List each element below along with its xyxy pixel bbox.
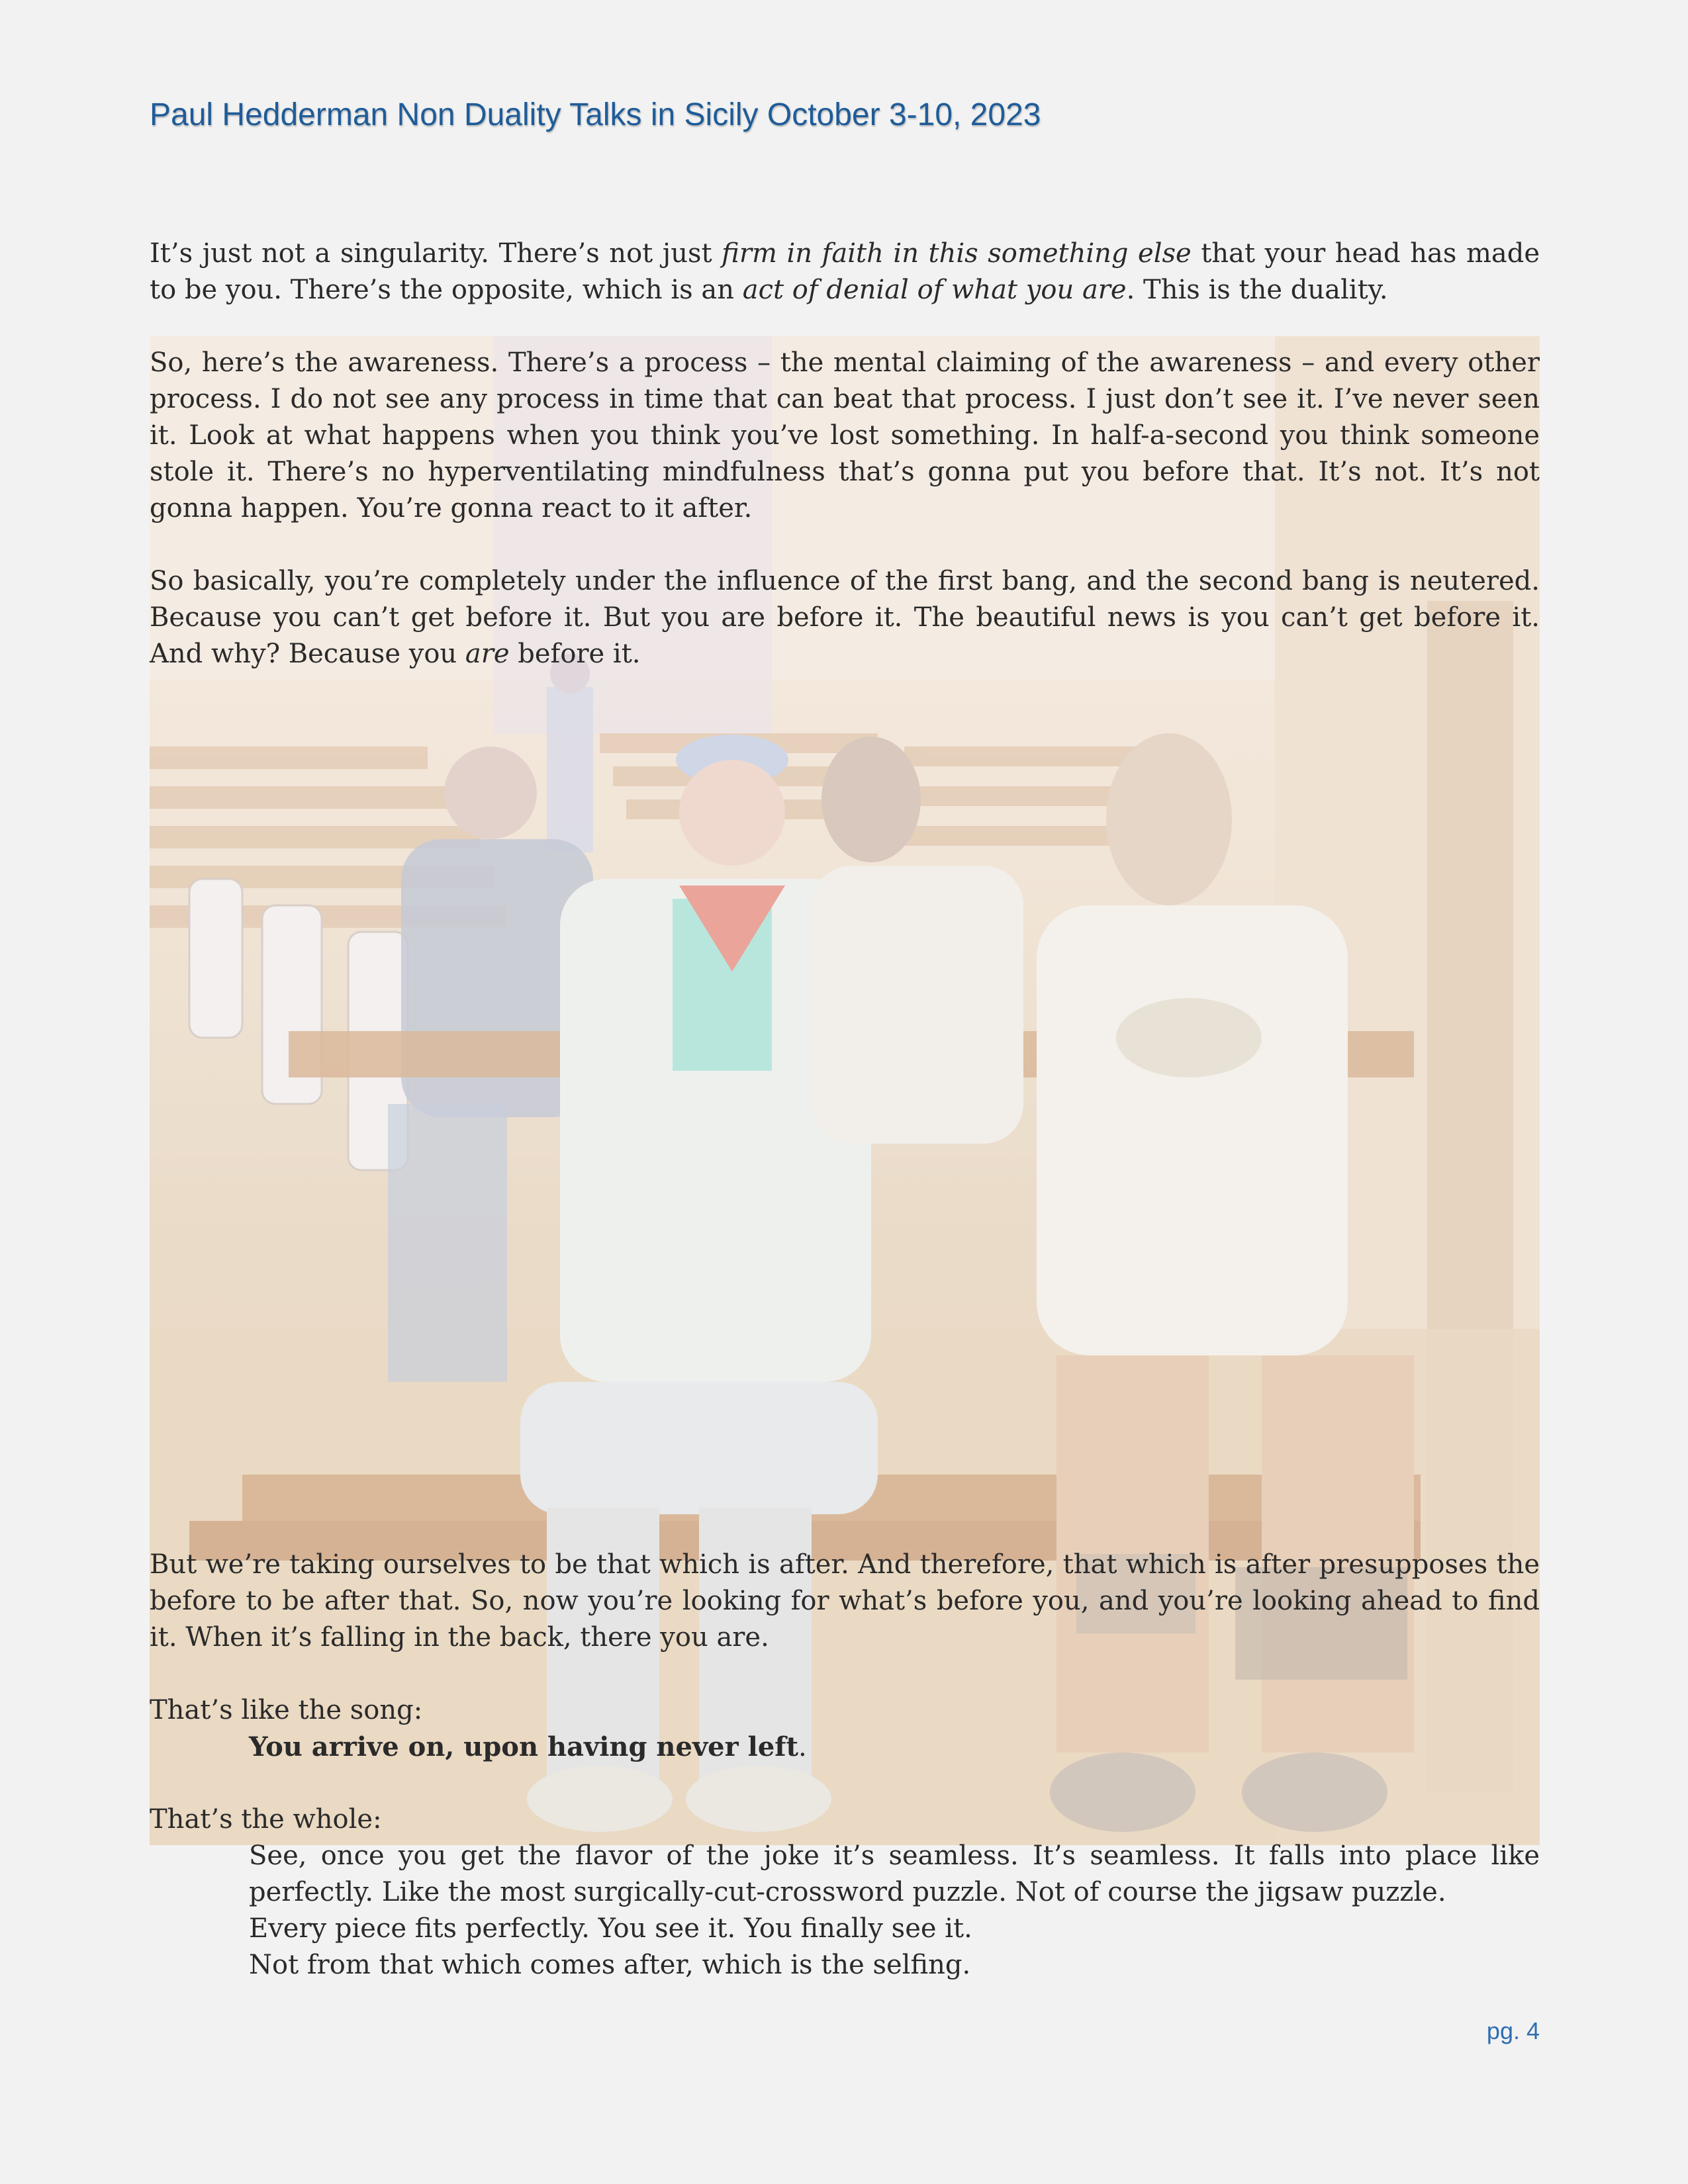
quote-block-lines-1: See, once you get the flavor of the joke it’s seamless. It’s seamless. It falls into place like perfectly. Like the most surgically-cut-crossword puzzle. Not of course the jigsaw puzzle. (249, 1841, 1540, 1907)
paragraph-song-intro (150, 1692, 1540, 1729)
p1-text-c: . This is the duality. (1126, 275, 1388, 305)
p3-text-a: So basically, you’re completely under the influence of the first bang, and the second bang is neutered. Because you can’t get before it. But you are before it. The beautiful news is you can’t get before it. And why? Because you (150, 566, 1540, 669)
paragraph-duality (150, 236, 1540, 308)
paragraph-awareness (150, 345, 1540, 527)
p1-text-b: that your head has made to be you. There’s the opposite, which is an (150, 238, 1540, 305)
paragraph-whole-intro (150, 1801, 1540, 1838)
page-number: pg. 4 (1486, 2017, 1540, 2044)
quote-block-line-2: Every piece fits perfectly. You see it. You finally see it. (249, 1913, 972, 1944)
p1-italic-a: firm in faith in this something else (722, 238, 1192, 269)
p3-text-b: before it. (509, 639, 641, 669)
p5-text: That’s like the song: (150, 1695, 423, 1725)
p2-text: So, here’s the awareness. There’s a process – the mental claiming of the awareness – and every other process. I do not see any process in time that can beat that process. I just don’t see it. I’ve never seen it. Look at what happens when you think you’ve lost something. In half-a-second you think someone stole it. There’s no hyperventilating mindfulness that’s gonna put you before that. It’s not. It’s not gonna happen. You’re gonna react to it after. (150, 347, 1540, 523)
p3-italic: are (465, 639, 510, 669)
p6-text: That’s the whole: (150, 1804, 382, 1835)
song-quote-bold: You arrive on, upon having never left (249, 1731, 798, 1762)
p1-italic-b: act of denial of what you are (742, 275, 1127, 305)
quote-block-line-3: Not from that which comes after, which is the selfing. (249, 1950, 971, 1980)
paragraph-first-bang (150, 563, 1540, 672)
song-quote (249, 1729, 1540, 1766)
document-header-title: Paul Hedderman Non Duality Talks in Sicily October 3-10, 2023 (150, 97, 1041, 132)
p4-text: But we’re taking ourselves to be that which is after. And therefore, that which is after presupposes the before to be after that. So, now you’re looking for what’s before you, and you’re looking ahead to find it. When it’s falling in the back, there you are. (150, 1549, 1540, 1653)
quote-block (249, 1838, 1540, 1983)
p1-text-a: It’s just not a singularity. There’s not just (150, 238, 722, 269)
song-quote-period: . (798, 1732, 807, 1762)
paragraph-after (150, 1547, 1540, 1656)
